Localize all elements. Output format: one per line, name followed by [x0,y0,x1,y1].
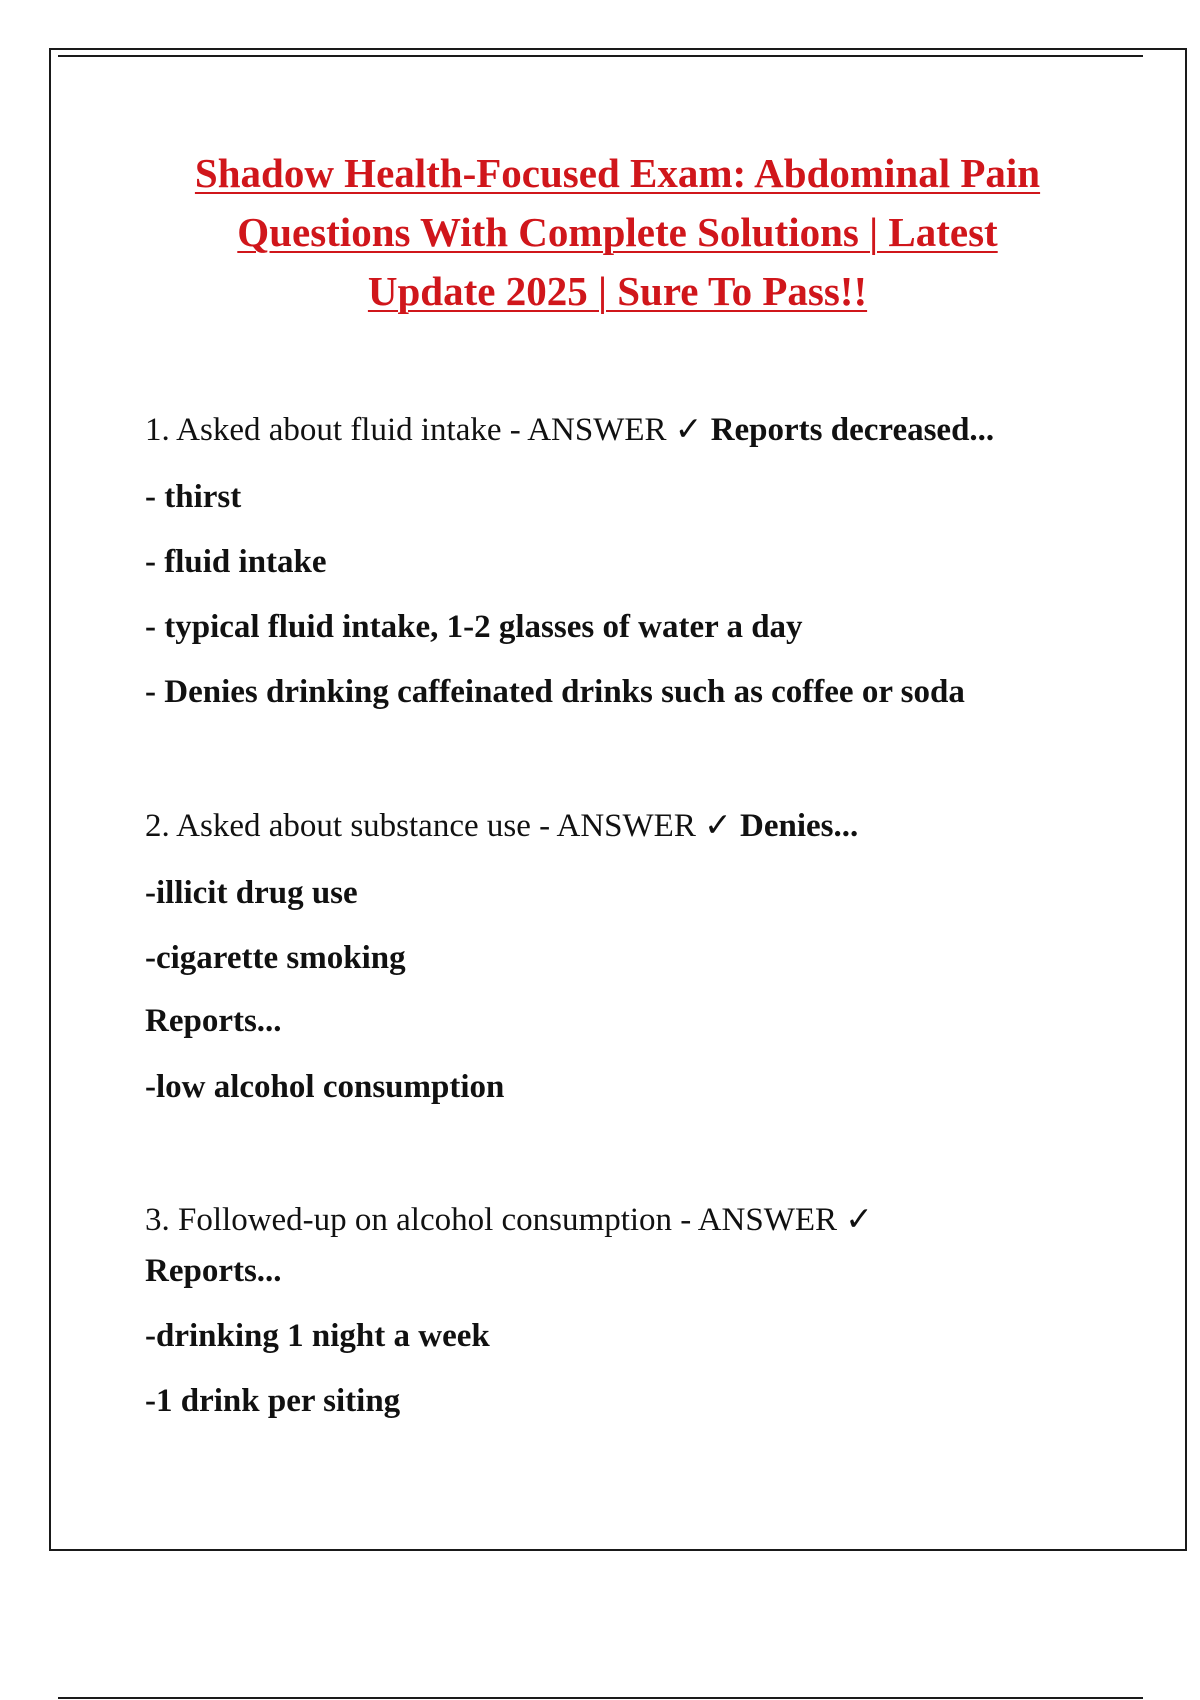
question-2-item: -low alcohol consumption [145,1069,505,1105]
title-line-2: Questions With Complete Solutions | Latest [237,209,998,255]
question-2-item: Reports... [145,1003,282,1039]
top-rule [58,55,1143,57]
question-1-answer-lead: Reports decreased... [710,412,995,448]
question-2-item: -cigarette smoking [145,940,406,976]
question-1-item: - thirst [145,479,242,515]
question-2-answer-lead: Denies... [740,808,859,844]
question-2-text: 2. Asked about substance use - ANSWER ✓ [145,808,732,844]
title-line-3: Update 2025 | Sure To Pass!! [367,268,868,314]
question-3-answer-lead: Reports... [145,1253,282,1289]
question-2 [145,806,858,846]
question-3-item: -1 drink per siting [145,1383,401,1419]
question-3-item: -drinking 1 night a week [145,1318,490,1354]
question-2-item: -illicit drug use [145,875,358,911]
question-3-text: 3. Followed-up on alcohol consumption - ANSWER ✓ [145,1202,873,1238]
title-line-1: Shadow Health-Focused Exam: Abdominal Pain [194,150,1041,196]
document-title [110,144,1125,321]
question-1 [145,410,994,450]
question-1-item: - Denies drinking caffeinated drinks such as coffee or soda [145,674,965,710]
question-1-item: - fluid intake [145,544,327,580]
question-1-item: - typical fluid intake, 1-2 glasses of water a day [145,609,803,645]
question-1-text: 1. Asked about fluid intake - ANSWER ✓ [145,412,703,448]
bottom-rule [58,1697,1143,1699]
